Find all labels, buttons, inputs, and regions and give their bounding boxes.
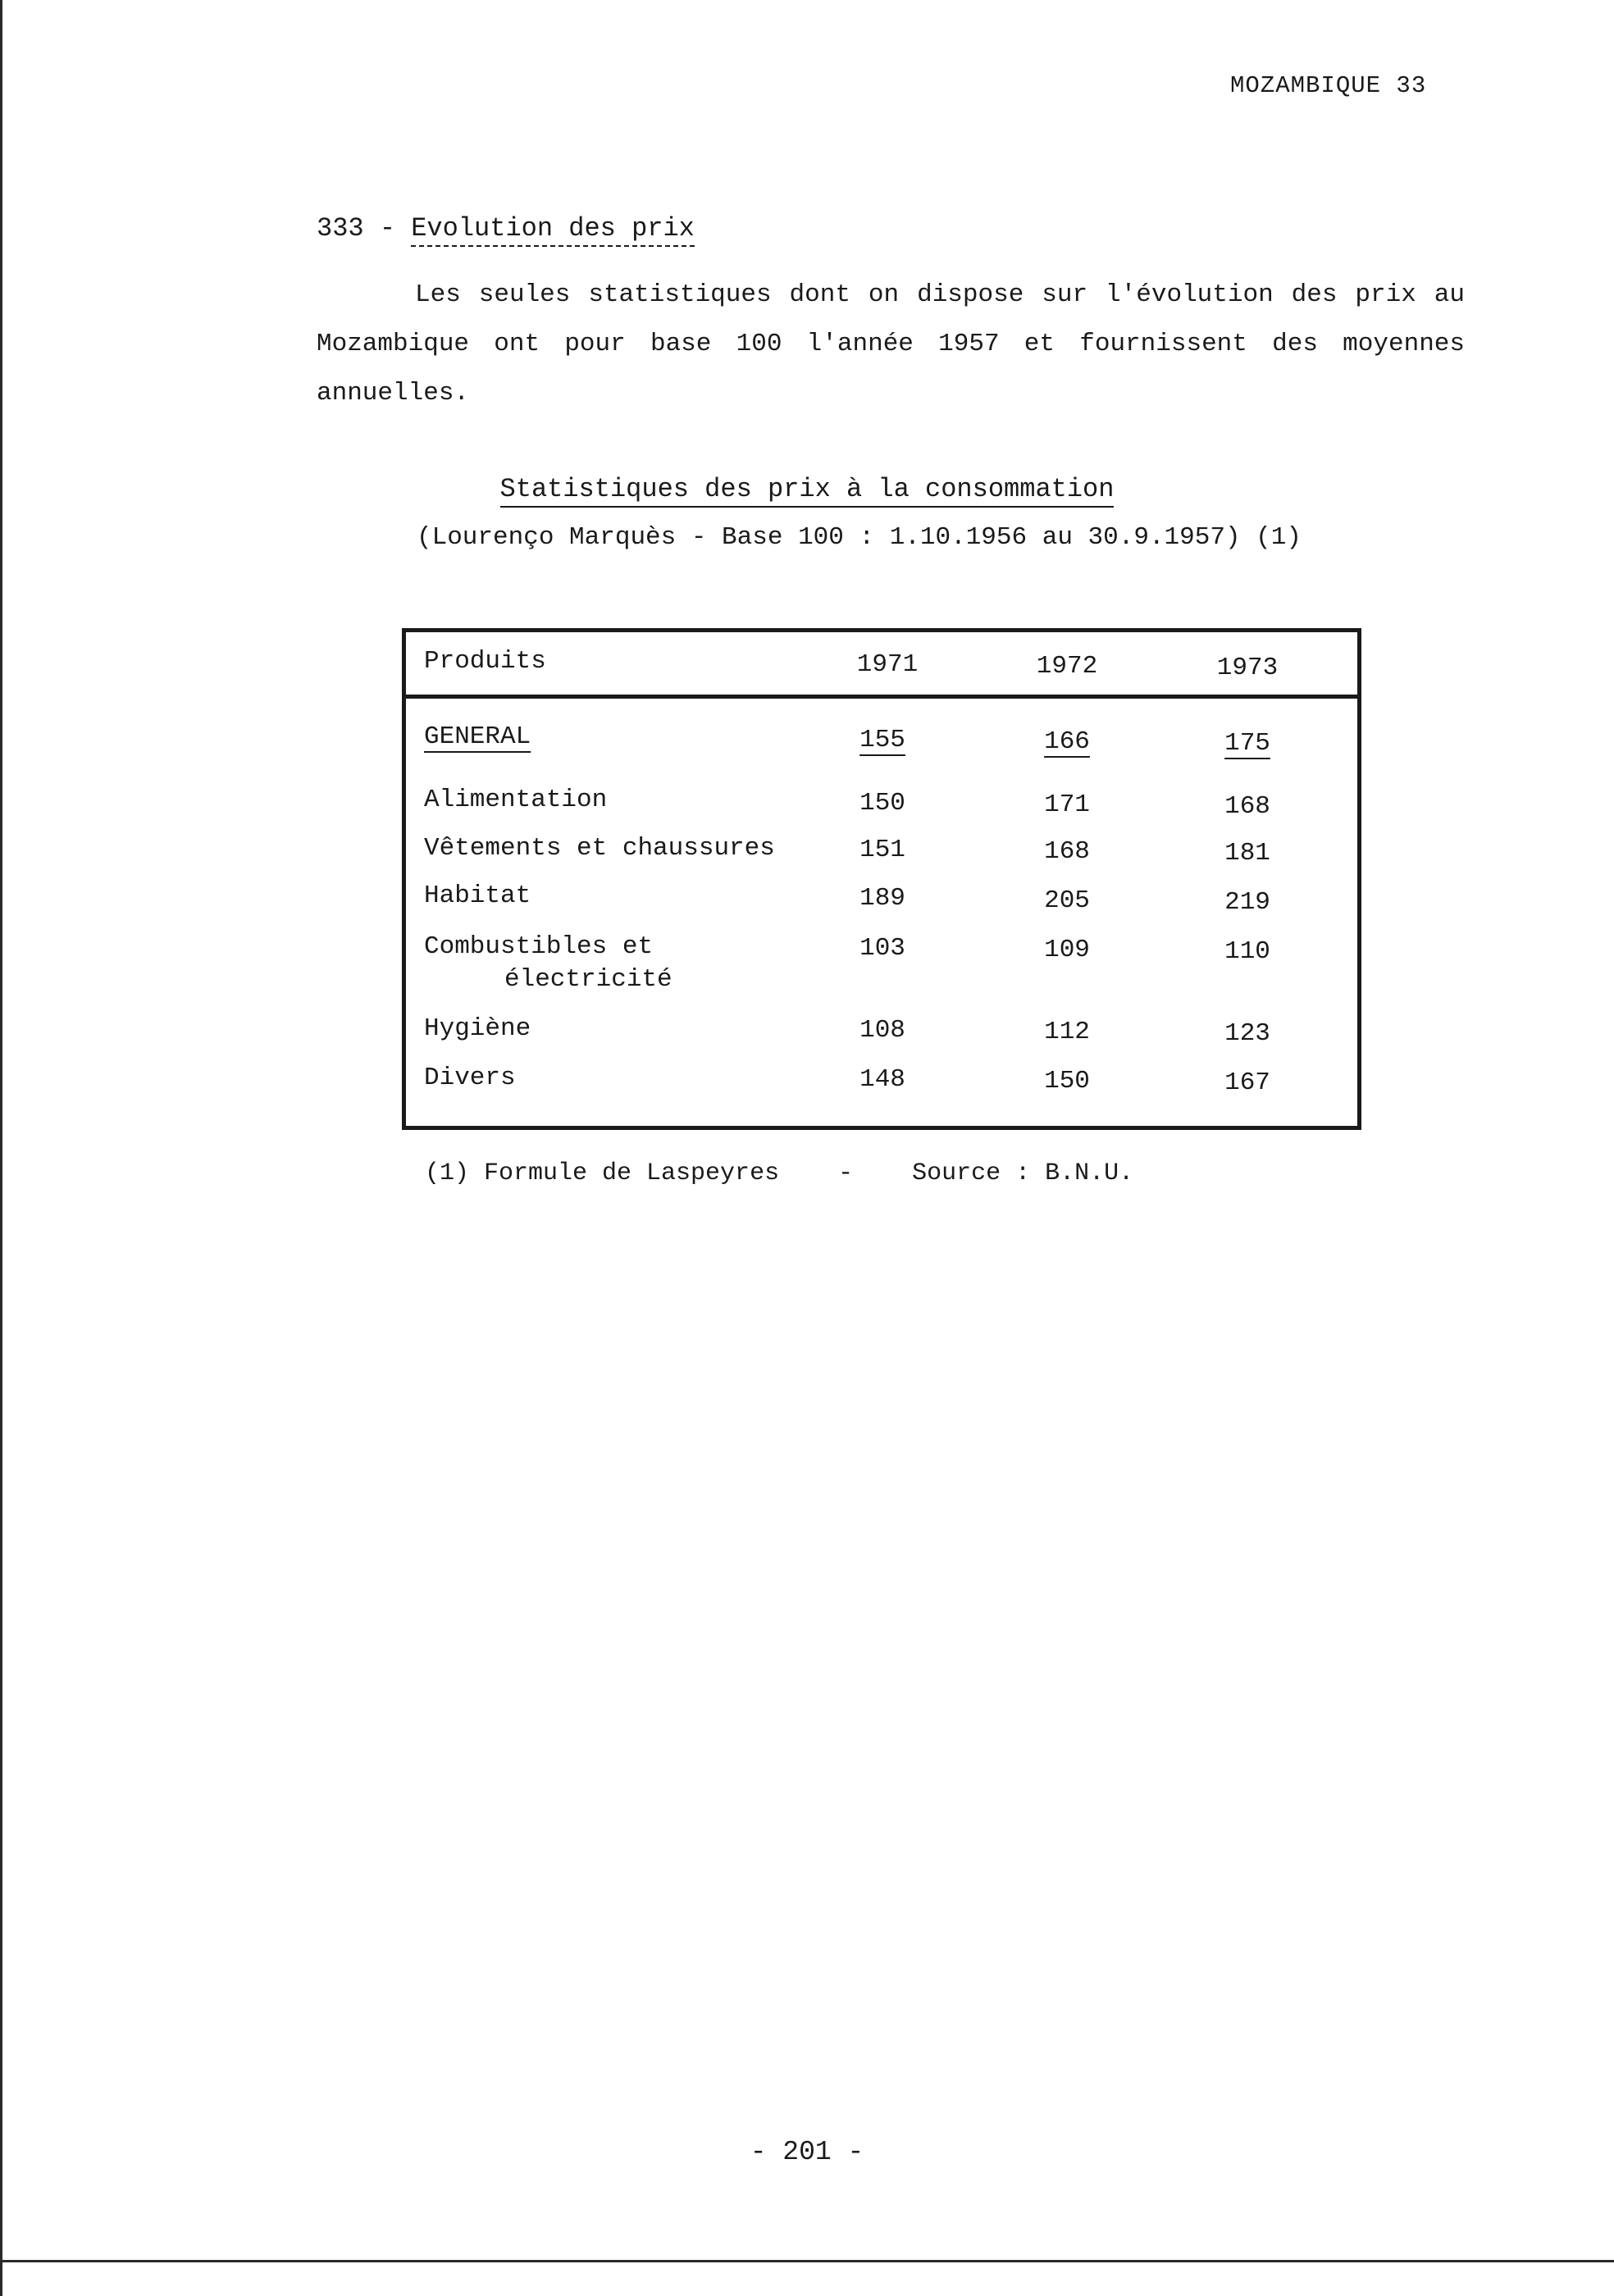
column-header-1972: 1972 [1036,652,1098,681]
table-caption [0,474,1614,504]
row-label-alimentation: Alimentation [424,786,608,814]
column-header-1971: 1971 [856,650,919,679]
cell-value: 166 [1044,727,1090,756]
section-number: 333 - [317,213,396,244]
cell-habitat-1973: 219 [1224,888,1270,917]
footnote-formula: (1) Formule de Laspeyres [425,1159,780,1187]
price-index-table [402,628,1361,1130]
column-header-1973: 1973 [1216,654,1279,682]
cell-alimentation-1971: 150 [859,789,905,818]
page-number: - 201 - [750,2137,864,2167]
section-title: Evolution des prix [411,213,695,247]
row-label-general [424,722,531,751]
row-label-combustibles: Combustibles et [424,932,654,961]
cell-general-1973 [1198,729,1297,758]
row-label-divers: Divers [424,1064,516,1092]
cell-vetements-1971: 151 [859,836,905,864]
footnote-source: Source : B.N.U. [912,1159,1134,1187]
row-label-combustibles-cont: électricité [504,965,672,994]
footnote-separator: - [838,1159,854,1187]
row-label-habitat: Habitat [424,882,531,910]
cell-habitat-1971: 189 [859,884,905,913]
header-rule [406,695,1357,699]
cell-hygiene-1971: 108 [859,1016,905,1045]
row-label-hygiene: Hygiène [424,1014,531,1043]
table-caption-text: Statistiques des prix à la consommation [500,474,1115,508]
cell-divers-1971: 148 [859,1065,905,1094]
cell-value: 155 [859,726,905,754]
cell-combustibles-1973: 110 [1224,937,1270,966]
cell-alimentation-1973: 168 [1224,792,1270,821]
cell-alimentation-1972: 171 [1044,790,1090,819]
cell-habitat-1972: 205 [1044,886,1090,915]
cell-combustibles-1972: 109 [1044,936,1090,964]
page-left-edge [0,0,2,2296]
section-heading [317,213,695,244]
cell-hygiene-1972: 112 [1044,1018,1090,1046]
table-subcaption: (Lourenço Marquès - Base 100 : 1.10.1956 au 30.9.1957) (1) [417,523,1302,552]
running-head: MOZAMBIQUE 33 [1230,72,1427,99]
cell-value: 175 [1224,729,1270,758]
intro-paragraph: Les seules statistiques dont on dispose sur l'évolution des prix au Mozambique ont pour base 100 l'année 1957 et fournissent des moyennes annuelles. [317,280,1465,408]
cell-general-1972 [1018,727,1116,756]
column-header-products: Produits [424,647,546,676]
cell-general-1971 [833,726,932,754]
cell-divers-1973: 167 [1224,1068,1270,1097]
cell-combustibles-1971: 103 [859,934,905,963]
table-footnote [425,1159,1133,1187]
row-label-text: GENERAL [424,722,531,751]
row-label-vetements: Vêtements et chaussures [424,834,775,863]
page-bottom-rule [0,2260,1614,2262]
cell-vetements-1972: 168 [1044,837,1090,866]
cell-divers-1972: 150 [1044,1067,1090,1096]
cell-hygiene-1973: 123 [1224,1019,1270,1048]
cell-vetements-1973: 181 [1224,839,1270,868]
